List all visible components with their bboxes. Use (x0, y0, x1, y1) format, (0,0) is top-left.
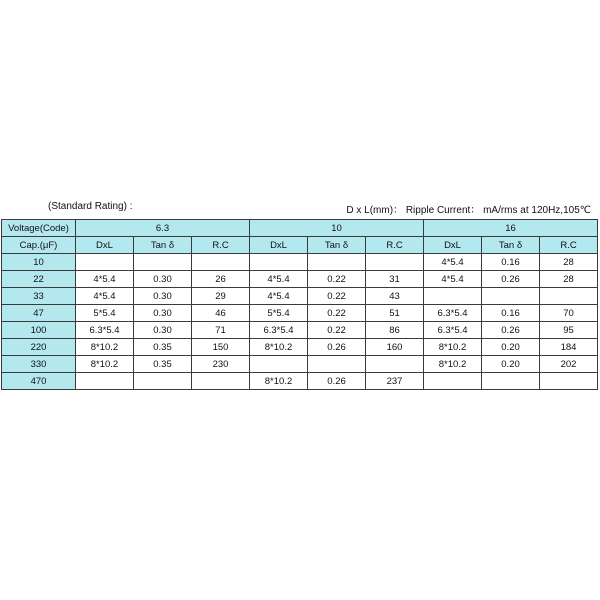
dxl-cell (76, 254, 134, 271)
capacitance-cell: 33 (2, 288, 76, 305)
tan-delta-cell: 0.20 (482, 356, 540, 373)
dxl-cell: 8*10.2 (424, 339, 482, 356)
ripple-current-caption: D x L(mm)： Ripple Current： mA/rms at 120Hz,105℃ (346, 205, 591, 216)
ripple-current-cell: 31 (366, 271, 424, 288)
table-row (2, 271, 598, 288)
dxl-cell (250, 356, 308, 373)
standard-rating-caption: (Standard Rating) : (48, 201, 133, 212)
tan-delta-cell: 0.30 (134, 305, 192, 322)
tan-delta-cell: 0.20 (482, 339, 540, 356)
dxl-cell: 4*5.4 (76, 271, 134, 288)
ripple-current-cell: 150 (192, 339, 250, 356)
dxl-cell: 6.3*5.4 (424, 305, 482, 322)
tan-delta-cell (308, 356, 366, 373)
ripple-current-cell: 70 (540, 305, 598, 322)
ripple-current-cell: 28 (540, 254, 598, 271)
ripple-current-cell: 237 (366, 373, 424, 390)
voltage-header: 16 (424, 220, 598, 237)
table-row (2, 356, 598, 373)
ripple-current-cell: 71 (192, 322, 250, 339)
dxl-cell: 4*5.4 (424, 254, 482, 271)
tan-delta-cell: 0.22 (308, 322, 366, 339)
table-row (2, 254, 598, 271)
ripple-current-cell (540, 288, 598, 305)
rating-table (1, 219, 598, 390)
dxl-cell (424, 373, 482, 390)
ripple-current-cell (366, 356, 424, 373)
voltage-header: 6.3 (76, 220, 250, 237)
tan-delta-cell: 0.30 (134, 322, 192, 339)
ripple-current-cell: 46 (192, 305, 250, 322)
sub-header-rc: R.C (540, 237, 598, 254)
dxl-cell (76, 373, 134, 390)
sub-header-row (2, 237, 598, 254)
capacitance-cell: 47 (2, 305, 76, 322)
sub-header-tan: Tan δ (308, 237, 366, 254)
table-row (2, 373, 598, 390)
dxl-cell: 6.3*5.4 (76, 322, 134, 339)
table-row (2, 288, 598, 305)
tan-delta-cell (134, 254, 192, 271)
voltage-header: 10 (250, 220, 424, 237)
dxl-cell: 4*5.4 (76, 288, 134, 305)
table-row (2, 305, 598, 322)
ripple-current-cell: 230 (192, 356, 250, 373)
sub-header-rc: R.C (192, 237, 250, 254)
tan-delta-cell (482, 288, 540, 305)
capacitance-cell: 330 (2, 356, 76, 373)
tan-delta-cell: 0.22 (308, 288, 366, 305)
ripple-current-cell: 86 (366, 322, 424, 339)
tan-delta-cell: 0.35 (134, 356, 192, 373)
dxl-cell: 4*5.4 (250, 288, 308, 305)
table-row (2, 322, 598, 339)
dxl-cell: 8*10.2 (250, 339, 308, 356)
tan-delta-cell: 0.16 (482, 254, 540, 271)
ripple-current-cell: 43 (366, 288, 424, 305)
sub-header-tan: Tan δ (134, 237, 192, 254)
ripple-current-cell: 160 (366, 339, 424, 356)
dxl-cell: 4*5.4 (250, 271, 308, 288)
capacitance-cell: 470 (2, 373, 76, 390)
table-row (2, 339, 598, 356)
capacitance-cell: 22 (2, 271, 76, 288)
tan-delta-cell: 0.26 (482, 271, 540, 288)
dxl-cell: 6.3*5.4 (424, 322, 482, 339)
tan-delta-cell: 0.26 (308, 373, 366, 390)
tan-delta-cell: 0.16 (482, 305, 540, 322)
sub-header-dxl: DxL (250, 237, 308, 254)
tan-delta-cell: 0.30 (134, 288, 192, 305)
ripple-current-cell: 202 (540, 356, 598, 373)
ripple-current-cell: 29 (192, 288, 250, 305)
tan-delta-cell (308, 254, 366, 271)
capacitance-cell: 10 (2, 254, 76, 271)
voltage-header-row (2, 220, 598, 237)
sub-header-dxl: DxL (424, 237, 482, 254)
dxl-cell (250, 254, 308, 271)
capacitance-cell: 100 (2, 322, 76, 339)
tan-delta-cell (482, 373, 540, 390)
sub-header-dxl: DxL (76, 237, 134, 254)
ripple-current-cell: 184 (540, 339, 598, 356)
dxl-cell: 5*5.4 (76, 305, 134, 322)
capacitance-cell: 220 (2, 339, 76, 356)
tan-delta-cell: 0.35 (134, 339, 192, 356)
dxl-cell (424, 288, 482, 305)
tan-delta-cell: 0.26 (482, 322, 540, 339)
voltage-label: Voltage(Code) (2, 220, 76, 237)
dxl-cell: 4*5.4 (424, 271, 482, 288)
dxl-cell: 8*10.2 (250, 373, 308, 390)
tan-delta-cell: 0.30 (134, 271, 192, 288)
ripple-current-cell (366, 254, 424, 271)
ripple-current-cell (540, 373, 598, 390)
dxl-cell: 8*10.2 (76, 339, 134, 356)
ripple-current-cell: 26 (192, 271, 250, 288)
dxl-cell: 8*10.2 (76, 356, 134, 373)
sub-header-tan: Tan δ (482, 237, 540, 254)
dxl-cell: 8*10.2 (424, 356, 482, 373)
ripple-current-cell (192, 373, 250, 390)
tan-delta-cell: 0.26 (308, 339, 366, 356)
ripple-current-cell: 28 (540, 271, 598, 288)
dxl-cell: 5*5.4 (250, 305, 308, 322)
dxl-cell: 6.3*5.4 (250, 322, 308, 339)
sub-header-rc: R.C (366, 237, 424, 254)
tan-delta-cell: 0.22 (308, 271, 366, 288)
tan-delta-cell (134, 373, 192, 390)
capacitance-label: Cap.(μF) (2, 237, 76, 254)
ripple-current-cell: 95 (540, 322, 598, 339)
ripple-current-cell (192, 254, 250, 271)
tan-delta-cell: 0.22 (308, 305, 366, 322)
ripple-current-cell: 51 (366, 305, 424, 322)
